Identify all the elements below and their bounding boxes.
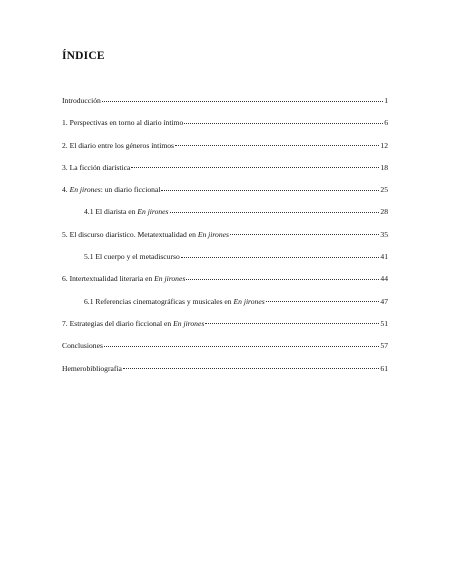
toc-entry-title-text: 5.1 El cuerpo y el metadiscurso bbox=[84, 252, 180, 262]
toc-entry-title-text: 5. El discurso diarístico. Metatextualidad en bbox=[62, 229, 198, 239]
toc-entry-title bbox=[62, 161, 130, 174]
toc-entry-title bbox=[62, 139, 174, 152]
toc-entry-title bbox=[84, 250, 180, 263]
toc-entry-title-italic: En jirones bbox=[197, 229, 229, 239]
toc-entry[interactable] bbox=[62, 362, 388, 375]
dot-leader bbox=[181, 257, 380, 258]
toc-entry-title-italic: En jirones bbox=[173, 318, 205, 328]
toc-entry-title-italic: En jirones bbox=[233, 296, 265, 306]
toc-entry[interactable] bbox=[62, 317, 388, 330]
toc-entry[interactable] bbox=[62, 94, 388, 107]
toc-page-number: 61 bbox=[380, 363, 388, 373]
dot-leader bbox=[266, 301, 380, 302]
toc-page-number: 51 bbox=[380, 318, 388, 328]
toc-subentry[interactable] bbox=[62, 250, 388, 263]
toc-page-number: 35 bbox=[380, 229, 388, 239]
toc-entry-title bbox=[62, 116, 183, 129]
dot-leader bbox=[205, 323, 379, 324]
toc-entry[interactable] bbox=[62, 339, 388, 352]
toc-entry[interactable] bbox=[62, 139, 388, 152]
dot-leader bbox=[230, 234, 379, 235]
toc-entry[interactable] bbox=[62, 272, 388, 285]
toc-entry[interactable] bbox=[62, 228, 388, 241]
toc-entry-title-italic: En jirones bbox=[137, 207, 169, 217]
toc-entry-title bbox=[84, 205, 169, 218]
dot-leader bbox=[104, 346, 379, 347]
toc-entry-title-italic: En jirones bbox=[69, 185, 101, 195]
toc-entry[interactable] bbox=[62, 161, 388, 174]
dot-leader bbox=[186, 279, 379, 280]
toc-entry-title-text: 7. Estrategias del diario ficcional en bbox=[62, 318, 174, 328]
toc-entry-title bbox=[62, 317, 204, 330]
dot-leader bbox=[170, 212, 380, 213]
dot-leader bbox=[102, 101, 383, 102]
toc-entry-title-text: Hemerobibliografía bbox=[62, 363, 122, 373]
dot-leader bbox=[184, 123, 383, 124]
toc-entry-title-text: 6. Intertextualidad literaria en bbox=[62, 274, 155, 284]
toc-page-number: 47 bbox=[380, 296, 388, 306]
toc-page-number: 1 bbox=[384, 96, 388, 105]
toc-entry-title-text: 2. El diario entre los géneros íntimos bbox=[62, 140, 174, 150]
toc-subentry[interactable] bbox=[62, 295, 388, 308]
toc-page-number: 28 bbox=[380, 207, 388, 217]
toc-entry-title-text: Conclusiones bbox=[62, 341, 103, 351]
dot-leader bbox=[161, 190, 379, 191]
toc-entry-title bbox=[62, 183, 160, 196]
toc-entry-title-text: 4.1 El diarista en bbox=[84, 207, 138, 217]
dot-leader bbox=[123, 368, 380, 369]
toc-entry-title bbox=[62, 228, 229, 241]
toc-entry-title-text: 1. Perspectivas en torno al diario íntimo bbox=[62, 118, 184, 128]
toc-entry-title-text: 4. bbox=[62, 185, 70, 195]
toc-page-number: 44 bbox=[380, 274, 388, 284]
toc-page-number: 57 bbox=[380, 341, 388, 351]
toc-page-number: 12 bbox=[380, 140, 388, 150]
toc-entry-title-text: 3. La ficción diarística bbox=[62, 162, 131, 172]
toc-entry[interactable] bbox=[62, 116, 388, 129]
toc-entry-title-text: Introducción bbox=[62, 96, 101, 105]
toc-entry-title bbox=[84, 295, 265, 308]
dot-leader bbox=[131, 167, 379, 168]
toc-entry[interactable] bbox=[62, 183, 388, 196]
toc-entry-title-suffix: : un diario ficcional bbox=[100, 185, 161, 195]
page-title: ÍNDICE bbox=[62, 50, 105, 62]
toc-entry-title-text: 6.1 Referencias cinematográficas y musicales en bbox=[84, 296, 234, 306]
toc-entry-title bbox=[62, 272, 185, 285]
toc-entry-title bbox=[62, 362, 122, 375]
toc-page-number: 18 bbox=[380, 162, 388, 172]
table-of-contents bbox=[62, 94, 388, 384]
toc-page-number: 41 bbox=[380, 252, 388, 262]
toc-subentry[interactable] bbox=[62, 205, 388, 218]
toc-page-number: 25 bbox=[380, 185, 388, 195]
dot-leader bbox=[175, 145, 379, 146]
toc-entry-title-italic: En jirones bbox=[154, 274, 186, 284]
toc-entry-title bbox=[62, 339, 103, 352]
toc-entry-title bbox=[62, 94, 101, 107]
toc-page-number: 6 bbox=[384, 118, 388, 128]
